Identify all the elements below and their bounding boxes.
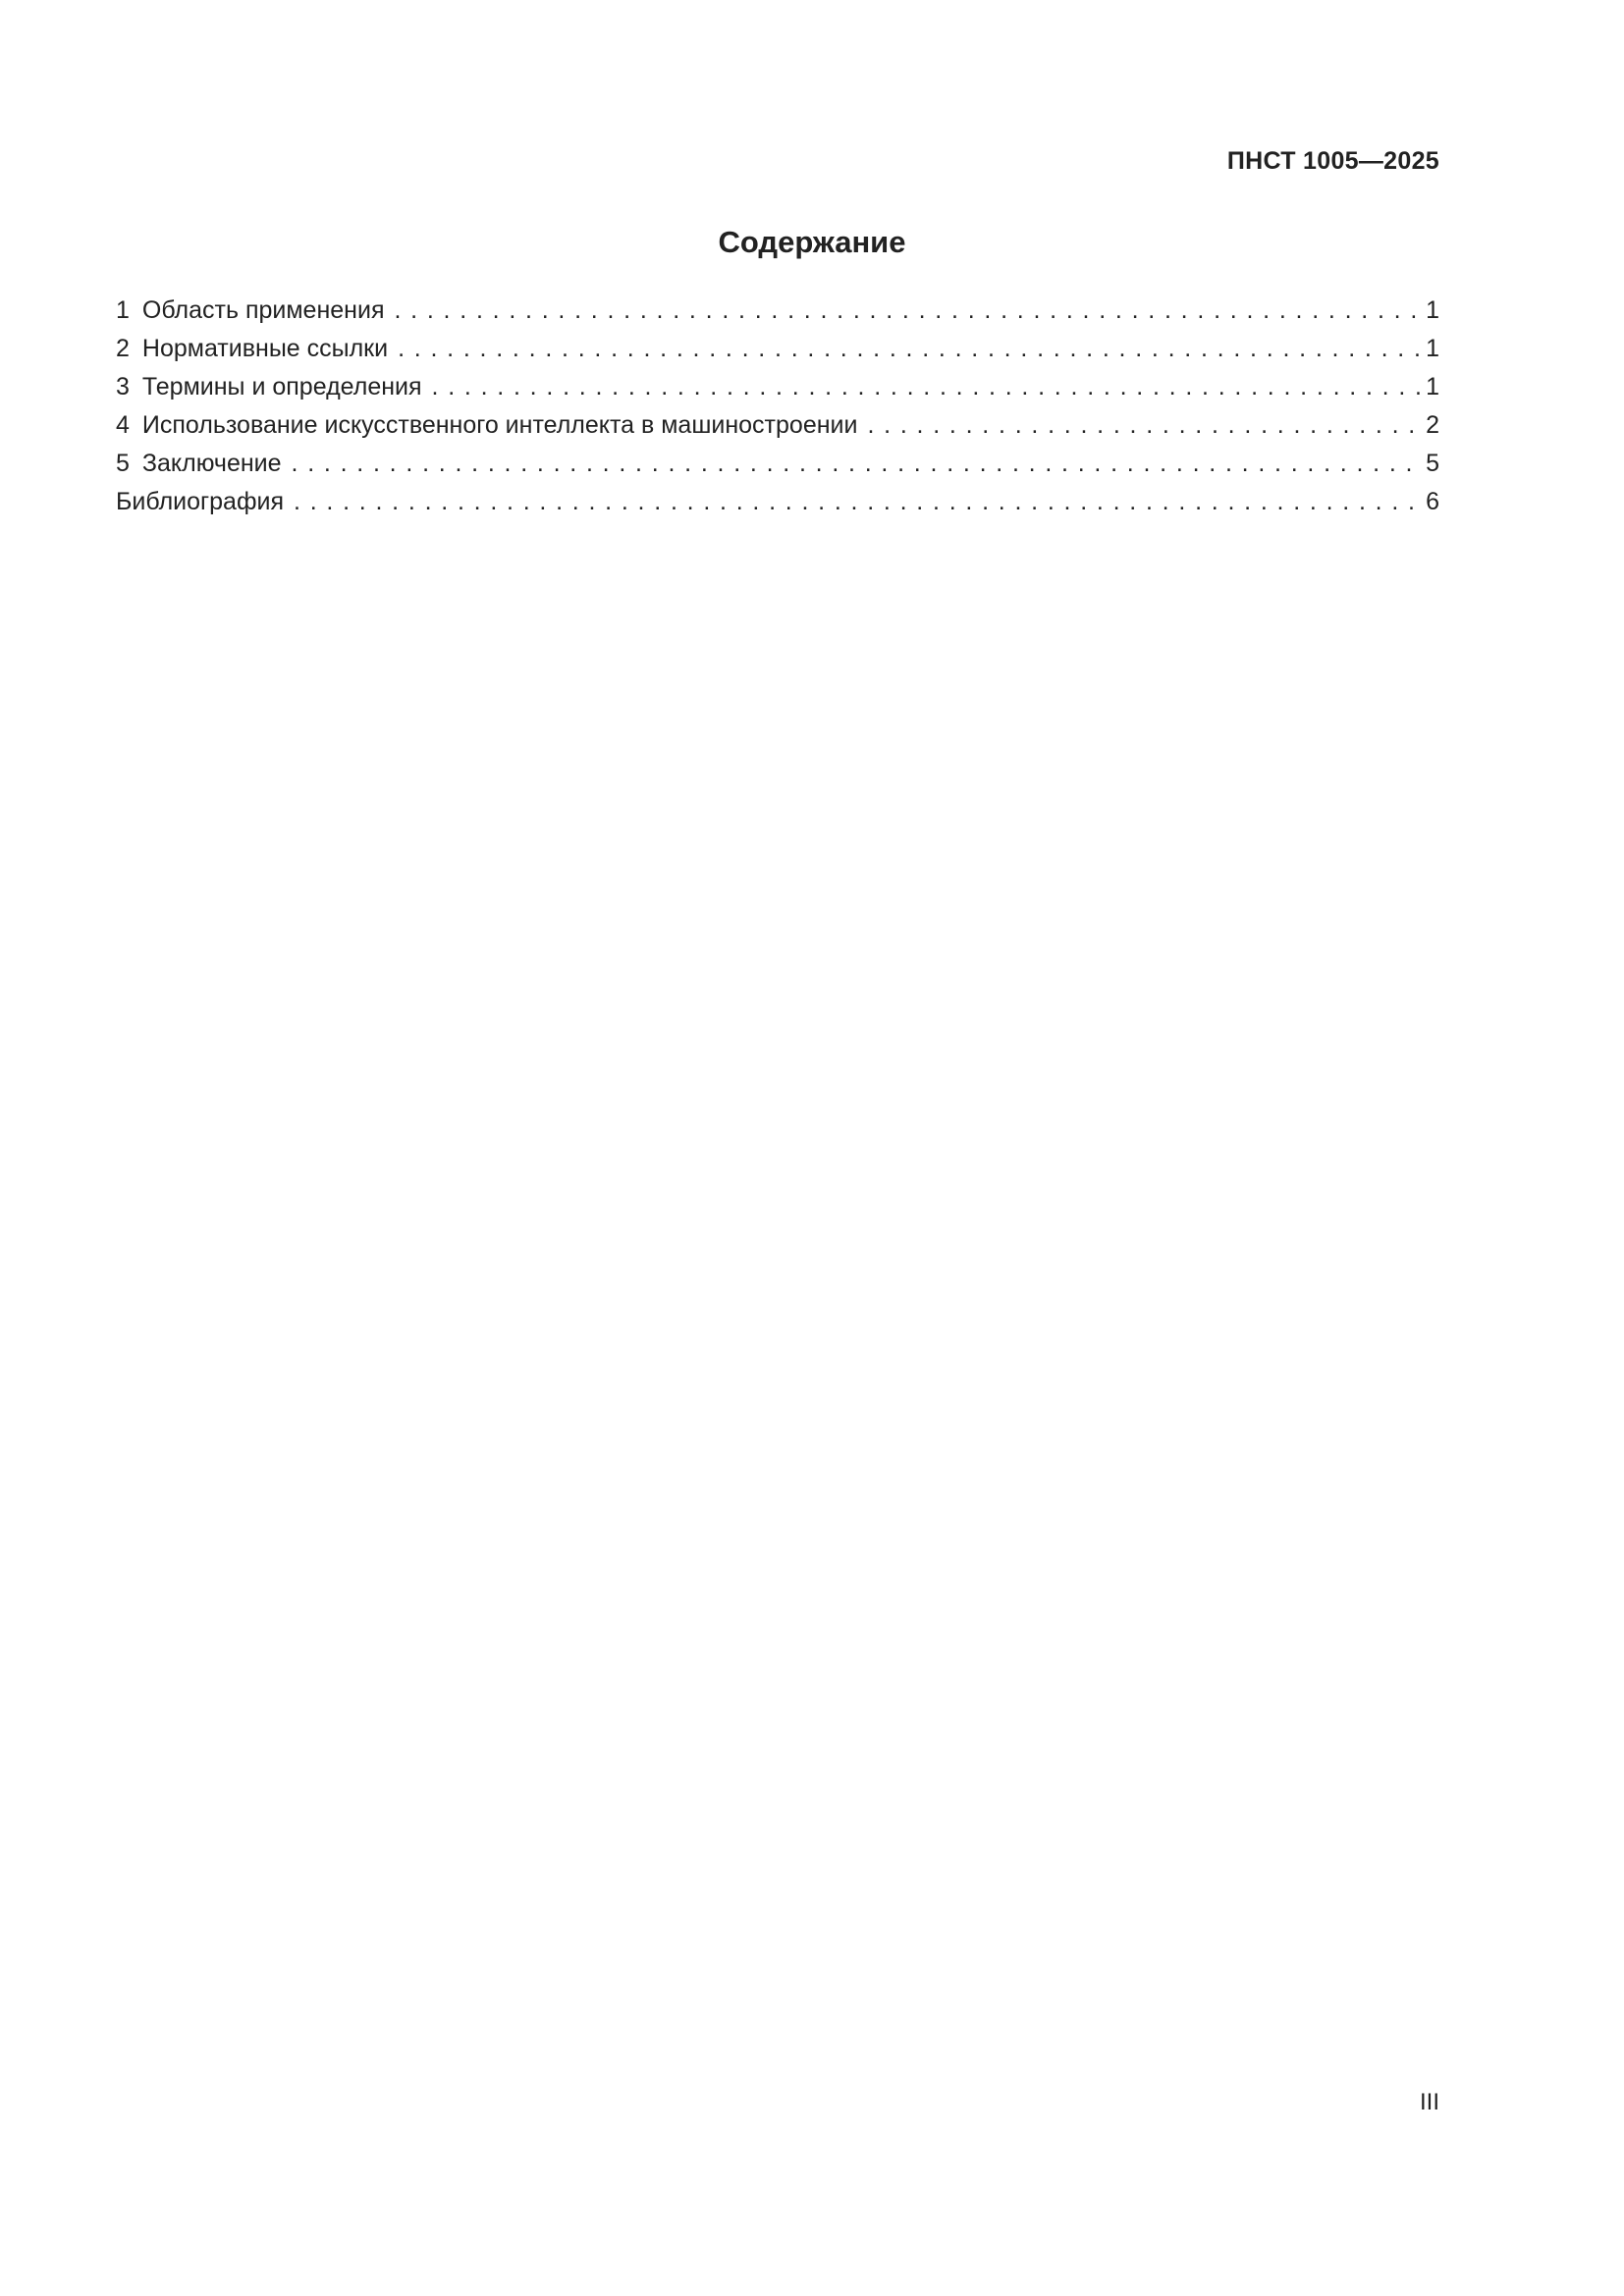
toc-entry[interactable] (116, 292, 1439, 330)
toc-dot-leader (394, 292, 1420, 330)
toc-entry-page: 1 (1426, 335, 1439, 362)
toc-entry-title: Заключение (141, 450, 282, 477)
toc-entry[interactable] (116, 406, 1439, 445)
toc-entry-title: Область применения (141, 296, 385, 324)
toc-dot-leader (398, 330, 1420, 368)
document-code: ПНСТ 1005—2025 (1226, 147, 1439, 175)
toc-dot-leader (867, 406, 1420, 445)
toc-entry-page: 1 (1426, 373, 1439, 400)
toc-entry-page: 5 (1426, 450, 1439, 477)
toc-entry[interactable] (116, 368, 1439, 406)
toc-entry-number: 4 (116, 411, 130, 439)
toc-title: Содержание (718, 225, 906, 259)
toc-entry-page: 6 (1426, 488, 1439, 515)
toc-entry-number: 1 (116, 296, 130, 324)
toc-entry-page: 1 (1426, 296, 1439, 324)
page-number: III (1419, 2089, 1439, 2115)
toc-dot-leader (294, 483, 1420, 521)
toc-entry-title: Нормативные ссылки (141, 335, 389, 362)
toc-entry[interactable] (116, 483, 1439, 521)
toc-entry-number: 3 (116, 373, 130, 400)
toc-entry-title: Библиография (116, 488, 285, 515)
toc-entry-title: Термины и определения (141, 373, 422, 400)
toc-dot-leader (432, 368, 1421, 406)
toc-entry-number: 5 (116, 450, 130, 477)
toc-entry[interactable] (116, 445, 1439, 483)
toc-entry[interactable] (116, 330, 1439, 368)
toc-entry-title: Использование искусственного интеллекта в машиностроении (141, 411, 858, 439)
toc-entry-page: 2 (1426, 411, 1439, 439)
toc-entry-number: 2 (116, 335, 130, 362)
toc-dot-leader (292, 445, 1421, 483)
table-of-contents (116, 292, 1439, 521)
